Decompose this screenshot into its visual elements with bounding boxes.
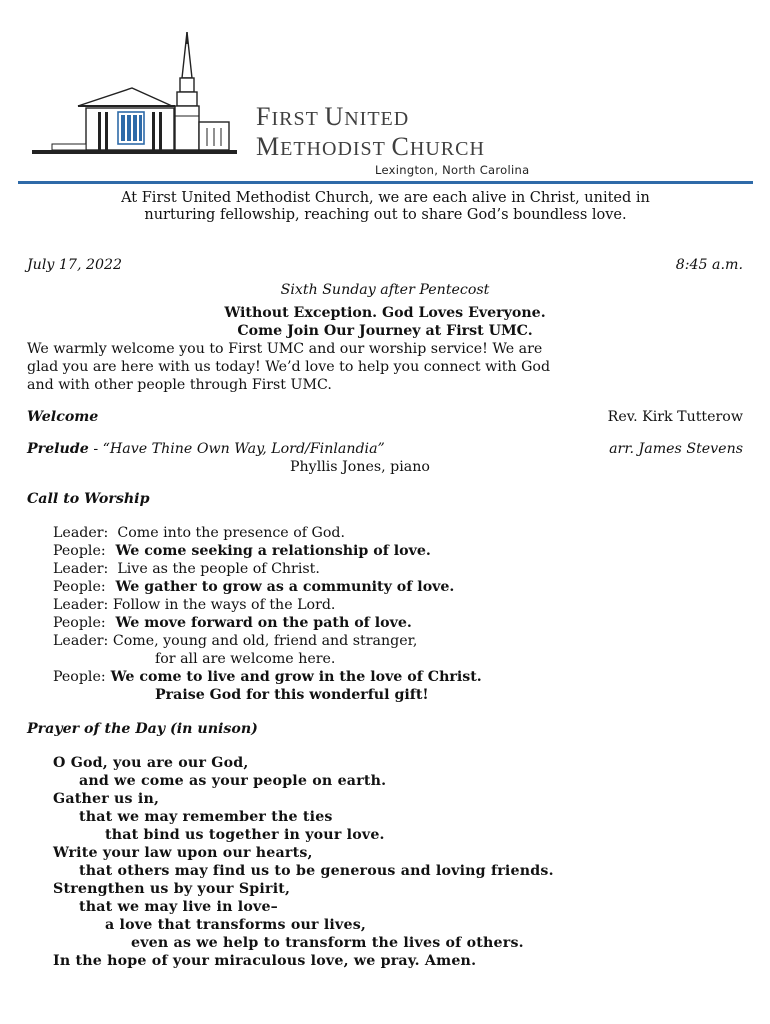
header-divider <box>18 181 753 184</box>
mission-statement <box>18 190 753 224</box>
prayer-line: and we come as your people on earth. <box>79 773 387 789</box>
church-name-initial: C <box>391 132 410 161</box>
mission-line: nurturing fellowship, reaching out to share God’s boundless love. <box>144 207 627 223</box>
litany-speaker: People: <box>53 615 106 631</box>
litany-speaker: Leader: <box>53 561 109 577</box>
prayer-line: Write your law upon our hearts, <box>53 845 313 861</box>
welcome-text: We warmly welcome you to First UMC and our worship service! We are <box>27 341 543 357</box>
church-location: Lexington, North Carolina <box>375 163 530 177</box>
prelude-performer: Phyllis Jones, piano <box>290 459 430 475</box>
tagline: Come Join Our Journey at First UMC. <box>237 323 533 339</box>
prayer-line: that others may find us to be generous and loving friends. <box>79 863 554 879</box>
church-name-initial: U <box>324 102 345 131</box>
church-building-icon <box>32 32 247 160</box>
prayer-line: O God, you are our God, <box>53 755 249 771</box>
litany-speaker: Leader: <box>53 597 109 613</box>
church-name-part: HURCH <box>409 138 485 160</box>
prelude-row <box>27 440 743 458</box>
prelude-arranger: arr. James Stevens <box>609 441 743 457</box>
litany-text: Follow in the ways of the Lord. <box>108 597 336 613</box>
litany-speaker: People: <box>53 669 106 685</box>
litany-line <box>27 578 743 596</box>
prelude-dash: - <box>88 441 103 457</box>
litany-speaker: Leader: <box>53 633 109 649</box>
litany-text: Come, young and old, friend and stranger, <box>108 633 418 649</box>
prayer-line: that we may live in love– <box>79 899 278 915</box>
litany-line <box>27 596 743 614</box>
litany-text: Come into the presence of God. <box>108 525 345 541</box>
prayer-line: Gather us in, <box>53 791 160 807</box>
prayer-line: a love that transforms our lives, <box>105 917 367 933</box>
litany-text: We come to live and grow in the love of Christ. <box>105 669 482 685</box>
church-name-line2 <box>256 134 485 164</box>
call-to-worship-litany <box>27 524 743 650</box>
welcome-text: glad you are here with us today! We’d love to help you connect with God <box>27 359 551 375</box>
church-name-part: IRST <box>271 108 325 130</box>
welcome-leader: Rev. Kirk Tutterow <box>607 409 743 425</box>
church-name-initial: F <box>256 102 272 131</box>
litany-continuation: Praise God for this wonderful gift! <box>155 687 429 703</box>
tagline: Without Exception. God Loves Everyone. <box>224 305 546 321</box>
prelude-heading: Prelude <box>27 441 89 457</box>
welcome-text: and with other people through First UMC. <box>27 377 332 393</box>
welcome-heading: Welcome <box>27 409 99 425</box>
litany-speaker: People: <box>53 543 106 559</box>
church-name-part: NITED <box>344 108 410 130</box>
church-header <box>18 18 640 178</box>
bulletin-content <box>27 256 743 970</box>
litany-speaker: People: <box>53 579 106 595</box>
date-time-row <box>27 256 743 274</box>
litany-line <box>27 614 743 632</box>
service-date: July 17, 2022 <box>27 257 123 273</box>
church-name <box>256 104 485 164</box>
litany-text: We gather to grow as a community of love. <box>105 579 455 595</box>
mission-line: At First United Methodist Church, we are each alive in Christ, united in <box>121 190 650 206</box>
welcome-row <box>27 408 743 426</box>
occasion: Sixth Sunday after Pentecost <box>280 282 490 298</box>
service-time: 8:45 a.m. <box>675 257 743 273</box>
prayer-text <box>27 754 743 970</box>
call-to-worship-heading: Call to Worship <box>27 491 150 507</box>
prayer-line: In the hope of your miraculous love, we pray. Amen. <box>53 953 477 969</box>
litany-line <box>27 560 743 578</box>
prayer-line: that bind us together in your love. <box>105 827 385 843</box>
prayer-line: that we may remember the ties <box>79 809 333 825</box>
prayer-heading: Prayer of the Day (in unison) <box>27 721 258 737</box>
litany-line <box>27 632 743 650</box>
litany-text: Live as the people of Christ. <box>108 561 320 577</box>
church-name-line1 <box>256 104 485 134</box>
litany-line <box>27 668 743 686</box>
prelude-line <box>27 440 385 458</box>
litany-text: We come seeking a relationship of love. <box>105 543 431 559</box>
prelude-title: “Have Thine Own Way, Lord/Finlandia” <box>102 441 385 457</box>
prayer-line: Strengthen us by your Spirit, <box>53 881 291 897</box>
church-name-part: ETHODIST <box>280 138 392 160</box>
litany-speaker: Leader: <box>53 525 109 541</box>
litany-text: We move forward on the path of love. <box>105 615 412 631</box>
prayer-line: even as we help to transform the lives of others. <box>131 935 524 951</box>
litany-line <box>27 524 743 542</box>
litany-continuation: for all are welcome here. <box>155 651 336 667</box>
church-name-initial: M <box>256 132 281 161</box>
litany-line <box>27 542 743 560</box>
